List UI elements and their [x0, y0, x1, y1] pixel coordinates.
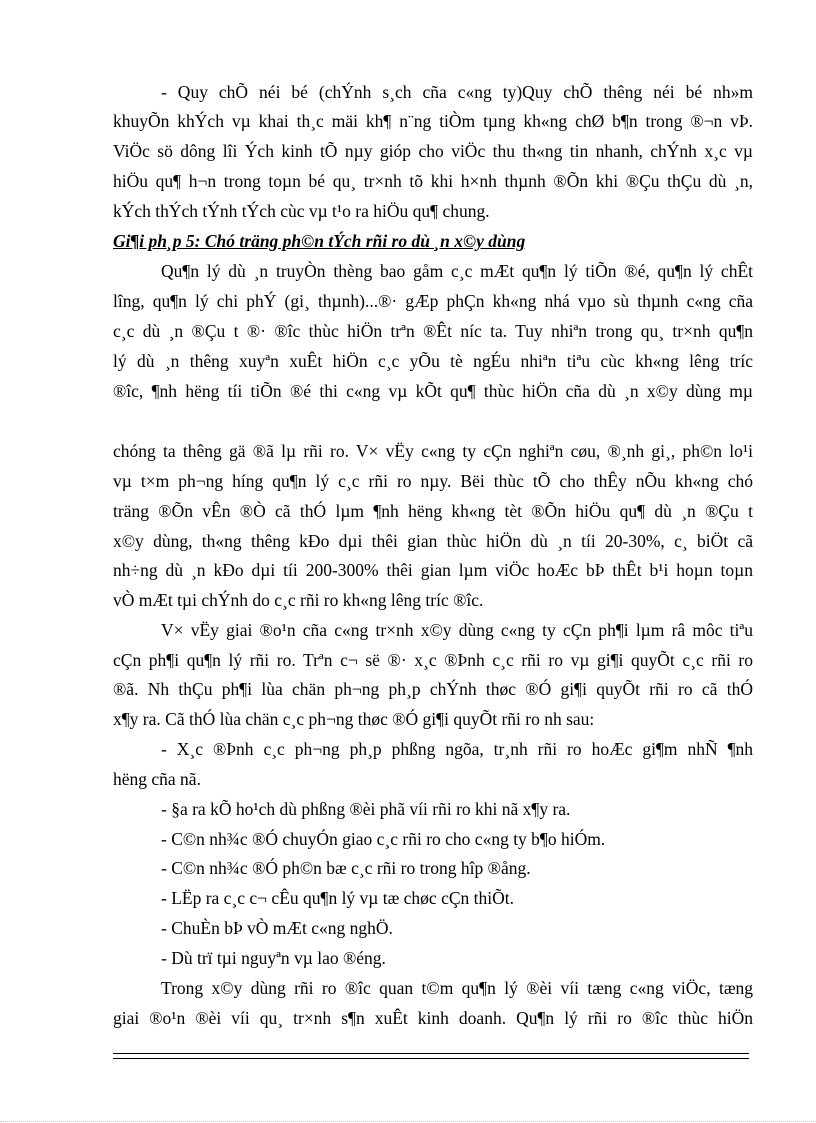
paragraph-line: Qu¶n lý dù ¸n truyÒn thèng bao gåm c¸c mÆt qu¶n lý tiÕn ®é, qu¶n lý chÊt — [161, 261, 753, 281]
paragraph-line: kÝch thÝch tÝnh tÝch cùc vµ t¹o ra hiÖu qu¶ chung. — [113, 201, 490, 221]
page-edge-dots — [0, 1121, 816, 1122]
paragraph-line: cÇn ph¶i qu¶n lý rñi ro. Trªn c¬ së ®· x¸c ®Þnh c¸c rñi ro vµ gi¶i quyÕt c¸c rñi ro — [113, 650, 753, 670]
list-item: - X¸c ®Þnh c¸c ph¬ng ph¸p phßng ngõa, tr¸nh rñi ro hoÆc gi¶m nhÑ ¶nh — [161, 739, 753, 759]
paragraph-line: x¶y ra. Cã thÓ lùa chän c¸c ph¬ng thøc ®Ó gi¶i quyÕt rñi ro nh sau: — [113, 709, 595, 729]
list-item: - Dù trï tµi nguyªn vµ lao ®éng. — [161, 948, 386, 968]
paragraph-line: vµ t×m ph¬ng híng qu¶n lý c¸c rñi ro nµy. Bëi thùc tÕ cho thÊy nÕu kh«ng chó — [113, 471, 753, 491]
paragraph-line: lîng, qu¶n lý chi phÝ (gi¸ thµnh)...®· gÆp phÇn kh«ng nhá vµo sù thµnh c«ng cña — [113, 291, 753, 311]
list-item-continuation: hëng cña nã. — [113, 769, 201, 789]
list-item: - C©n nh¾c ®Ó chuyÓn giao c¸c rñi ro cho c«ng ty b¶o hiÓm. — [161, 829, 606, 849]
paragraph-line: giai ®o¹n ®èi víi qu¸ tr×nh s¶n xuÊt kinh doanh. Qu¶n lý rñi ro ®îc thùc hiÖn — [113, 1008, 753, 1028]
footer-rule-bottom — [113, 1058, 749, 1059]
section-heading: Gi¶i ph¸p 5: Chó träng ph©n tÝch rñi ro dù ¸n x©y dùng — [113, 231, 526, 251]
paragraph-line: hiÖu qu¶ h¬n trong toµn bé qu¸ tr×nh tõ khi h×nh thµnh ®Õn khi ®Çu thÇu dù ¸n, — [113, 171, 753, 191]
paragraph-line: ViÖc sö dông lîi Ých kinh tÕ nµy gióp cho viÖc thu th«ng tin nhanh, chÝnh x¸c vµ — [113, 141, 753, 161]
list-item: - ChuÈn bÞ vÒ mÆt c«ng nghÖ. — [161, 918, 393, 938]
paragraph-line: chóng ta thêng gä ®ã lµ rñi ro. V× vËy c«ng ty cÇn nghiªn cøu, ®¸nh gi¸, ph©n lo¹i — [113, 441, 753, 461]
paragraph-line: nh÷ng dù ¸n kÐo dµi tíi 200-300% thêi gian lµm viÖc hoÆc bÞ thÊt b¹i hoµn toµn — [113, 560, 753, 580]
paragraph-line: lý dù ¸n thêng xuyªn xuÊt hiÖn c¸c yÕu tè ngÉu nhiªn tiªu cùc kh«ng lêng tríc — [113, 351, 753, 371]
list-item: - LËp ra c¸c c¬ cÊu qu¶n lý vµ tæ chøc cÇn thiÕt. — [161, 888, 514, 908]
paragraph-line: träng ®Õn vÊn ®Ò cã thÓ lµm ¶nh hëng kh«ng tèt ®Õn hiÖu qu¶ dù ¸n ®Çu t — [113, 501, 753, 521]
paragraph-line: x©y dùng, th«ng thêng kÐo dµi thêi gian thùc hiÖn dù ¸n tíi 20-30%, c¸ biÖt cã — [113, 531, 753, 551]
list-item: - §a ra kÕ ho¹ch dù phßng ®èi phã víi rñi ro khi nã x¶y ra. — [161, 799, 571, 819]
paragraph-line: c¸c dù ¸n ®Çu t ®· ®îc thùc hiÖn trªn ®Êt níc ta. Tuy nhiªn trong qu¸ tr×nh qu¶n — [113, 321, 753, 341]
paragraph-line: - Quy chÕ néi bé (chÝnh s¸ch cña c«ng ty)Quy chÕ thêng néi bé nh»m — [161, 82, 753, 102]
paragraph-line: ®ã. Nh thÇu ph¶i lùa chän ph¬ng ph¸p chÝnh thøc ®Ó gi¶i quyÕt rñi ro cã thÓ — [113, 679, 753, 699]
paragraph-line: V× vËy giai ®o¹n cña c«ng tr×nh x©y dùng c«ng ty cÇn ph¶i lµm râ môc tiªu — [161, 620, 753, 640]
paragraph-line: vÒ mÆt tµi chÝnh do c¸c rñi ro kh«ng lêng tríc ®îc. — [113, 590, 484, 610]
paragraph-line: Trong x©y dùng rñi ro ®îc quan t©m qu¶n lý ®èi víi tæng c«ng viÖc, tæng — [161, 978, 753, 998]
list-item: - C©n nh¾c ®Ó ph©n bæ c¸c rñi ro trong hîp ®ång. — [161, 858, 531, 878]
paragraph-line: ®îc, ¶nh hëng tíi tiÕn ®é thi c«ng vµ kÕt qu¶ thùc hiÖn cña dù ¸n x©y dùng mµ — [113, 381, 753, 401]
footer-rule-top — [113, 1053, 749, 1054]
paragraph-line: khuyÕn khÝch vµ khai th¸c mäi kh¶ n¨ng tiÒm tµng kh«ng chØ b¶n trong ®¬n vÞ. — [113, 111, 753, 131]
